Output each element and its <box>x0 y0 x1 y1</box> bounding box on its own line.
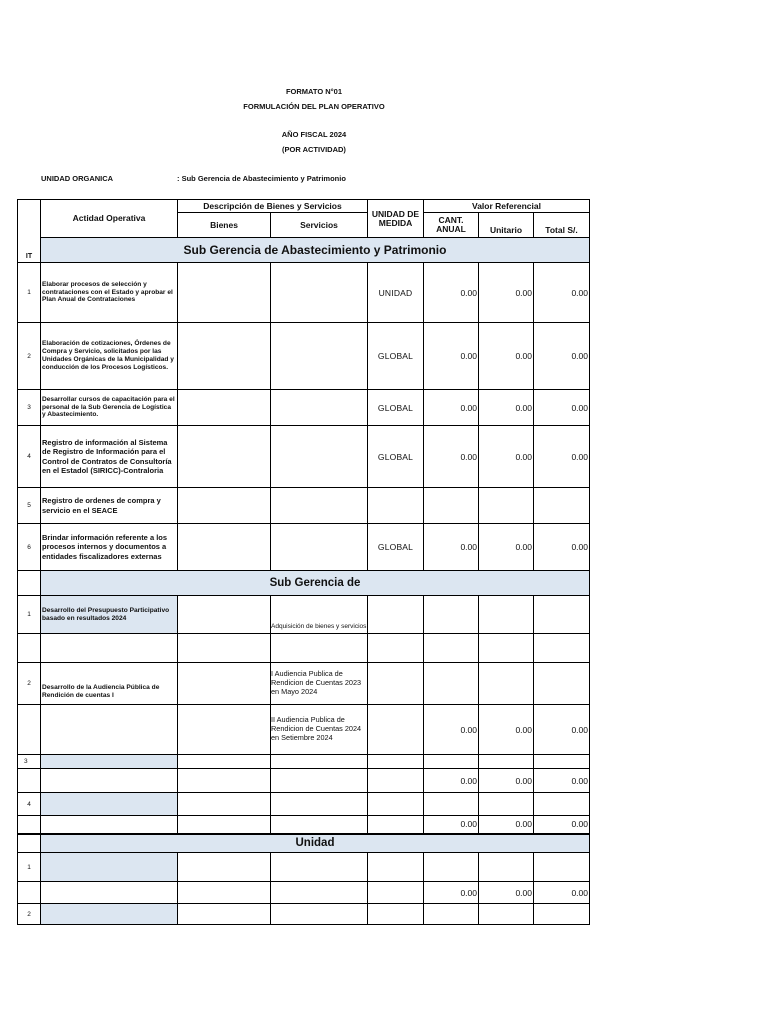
row-number: 3 <box>18 755 41 769</box>
row-number: 3 <box>18 390 41 426</box>
activity-cell: Elaborar procesos de selección y contrataciones con el Estado y aprobar el Plan Anual de Contrataciones <box>41 263 178 323</box>
total-value: 0.00 <box>534 263 590 323</box>
col-activity: Actidad Operativa <box>41 200 178 238</box>
table-row <box>18 596 590 634</box>
table-row <box>18 882 590 904</box>
activity-cell: Desarrollar cursos de capacitación para el personal de la Sub Gerencia de Logística y Abastecimiento. <box>41 390 178 426</box>
total-value: 0.00 <box>534 323 590 390</box>
total-value: 0.00 <box>534 390 590 426</box>
table-row <box>18 426 590 488</box>
unit-measure-value: GLOBAL <box>368 323 424 390</box>
activity-cell: Brindar información referente a los procesos internos y documentos a entidades fiscalizadores externas <box>41 524 178 571</box>
total-value: 0.00 <box>534 524 590 571</box>
activity-cell: Registro de información al Sistema de Registro de Información para el Control de Contratos de Consultoría en el Estadol (SIRICC)-Contraloria <box>41 426 178 488</box>
col-description: Descripción de Bienes y Servicios <box>178 200 368 213</box>
table-row <box>18 390 590 426</box>
table-row <box>18 263 590 323</box>
by-activity: (POR ACTIVIDAD) <box>282 145 346 154</box>
annual-qty-value: 0.00 <box>424 323 479 390</box>
services-cell: Adquisición de bienes y servicios <box>271 596 368 634</box>
annual-qty-value: 0.00 <box>424 263 479 323</box>
section-title: Sub Gerencia de Abastecimiento y Patrimonio <box>41 238 590 263</box>
total-value: 0.00 <box>534 769 590 793</box>
activity-cell: Desarrollo de la Audiencia Pública de Rendición de cuentas I <box>41 663 178 705</box>
col-reference-value: Valor Referencial <box>424 200 590 213</box>
total-value: 0.00 <box>534 705 590 755</box>
unit-price-value: 0.00 <box>479 323 534 390</box>
goods-cell <box>178 663 271 705</box>
goods-cell <box>178 323 271 390</box>
row-number: 2 <box>18 904 41 925</box>
table-row <box>18 524 590 571</box>
table-row <box>18 755 590 769</box>
services-cell <box>271 488 368 524</box>
goods-cell <box>178 426 271 488</box>
table-row <box>18 793 590 816</box>
annual-qty-value: 0.00 <box>424 524 479 571</box>
col-it: IT <box>18 200 41 263</box>
services-cell: II Audiencia Publica de Rendicion de Cuentas 2024 en Setiembre 2024 <box>271 705 368 755</box>
annual-qty-value <box>424 488 479 524</box>
unit-measure-value: GLOBAL <box>368 426 424 488</box>
annual-qty-value: 0.00 <box>424 882 479 904</box>
total-value: 0.00 <box>534 882 590 904</box>
annual-qty-value: 0.00 <box>424 426 479 488</box>
col-annual-qty: CANT. ANUAL <box>424 213 479 238</box>
table-row <box>18 705 590 755</box>
goods-cell <box>178 488 271 524</box>
total-value: 0.00 <box>534 816 590 834</box>
goods-cell <box>178 263 271 323</box>
unit-measure-value: GLOBAL <box>368 390 424 426</box>
activity-cell: Registro de ordenes de compra y servicio en el SEACE <box>41 488 178 524</box>
unit-measure-value <box>368 488 424 524</box>
operating-plan-table <box>17 199 590 925</box>
col-services: Servicios <box>271 213 368 238</box>
row-number: 4 <box>18 426 41 488</box>
row-number: 2 <box>18 663 41 705</box>
row-number: 5 <box>18 488 41 524</box>
goods-cell <box>178 390 271 426</box>
total-value: 0.00 <box>534 426 590 488</box>
table-row <box>18 853 590 882</box>
col-unit-price: Unitario <box>479 213 534 238</box>
unit-price-value: 0.00 <box>479 524 534 571</box>
table-row <box>18 663 590 705</box>
goods-cell <box>178 524 271 571</box>
goods-cell <box>178 596 271 634</box>
unit-price-value: 0.00 <box>479 263 534 323</box>
table-row <box>18 816 590 834</box>
annual-qty-value: 0.00 <box>424 816 479 834</box>
col-unit-measure: UNIDAD DE MEDIDA <box>368 200 424 238</box>
services-cell <box>271 390 368 426</box>
col-goods: Bienes <box>178 213 271 238</box>
table-row <box>18 904 590 925</box>
format-title: FORMATO N°01 <box>285 87 343 96</box>
services-cell <box>271 263 368 323</box>
unit-price-value: 0.00 <box>479 816 534 834</box>
row-number: 1 <box>18 263 41 323</box>
blank-cell <box>18 571 41 596</box>
section-title: Unidad <box>41 834 590 853</box>
services-cell <box>271 524 368 571</box>
unit-price-value: 0.00 <box>479 426 534 488</box>
unit-measure-value: UNIDAD <box>368 263 424 323</box>
services-cell <box>271 323 368 390</box>
row-number: 6 <box>18 524 41 571</box>
annual-qty-value: 0.00 <box>424 769 479 793</box>
unit-price-value: 0.00 <box>479 769 534 793</box>
table-row <box>18 634 590 663</box>
unit-price-value: 0.00 <box>479 390 534 426</box>
fiscal-year: AÑO FISCAL 2024 <box>281 130 347 139</box>
services-cell <box>271 426 368 488</box>
plan-title: FORMULACIÓN DEL PLAN OPERATIVO <box>243 102 385 111</box>
table-row <box>18 323 590 390</box>
org-unit-value: : Sub Gerencia de Abastecimiento y Patrimonio <box>177 174 346 183</box>
row-number: 4 <box>18 793 41 816</box>
section-title: Sub Gerencia de <box>41 571 590 596</box>
unit-price-value: 0.00 <box>479 705 534 755</box>
activity-cell: Elaboración de cotizaciones, Órdenes de Compra y Servicio, solicitados por las Unidades Orgánicas de la Municipalidad y conducción de los Procesos Logísticos. <box>41 323 178 390</box>
row-number: 1 <box>18 596 41 634</box>
annual-qty-value: 0.00 <box>424 390 479 426</box>
total-value <box>534 488 590 524</box>
org-unit-label: UNIDAD ORGANICA <box>41 174 114 183</box>
unit-price-value: 0.00 <box>479 882 534 904</box>
services-cell: I Audiencia Publica de Rendicion de Cuentas 2023 en Mayo 2024 <box>271 663 368 705</box>
unit-price-value <box>479 488 534 524</box>
activity-cell: Desarrollo del Presupuesto Participativo basado en resultados 2024 <box>41 596 178 634</box>
unit-measure-value: GLOBAL <box>368 524 424 571</box>
col-total: Total S/. <box>534 213 590 238</box>
row-number: 2 <box>18 323 41 390</box>
row-number: 1 <box>18 853 41 882</box>
blank-cell <box>18 834 41 853</box>
annual-qty-value: 0.00 <box>424 705 479 755</box>
table-row <box>18 488 590 524</box>
table-row <box>18 769 590 793</box>
